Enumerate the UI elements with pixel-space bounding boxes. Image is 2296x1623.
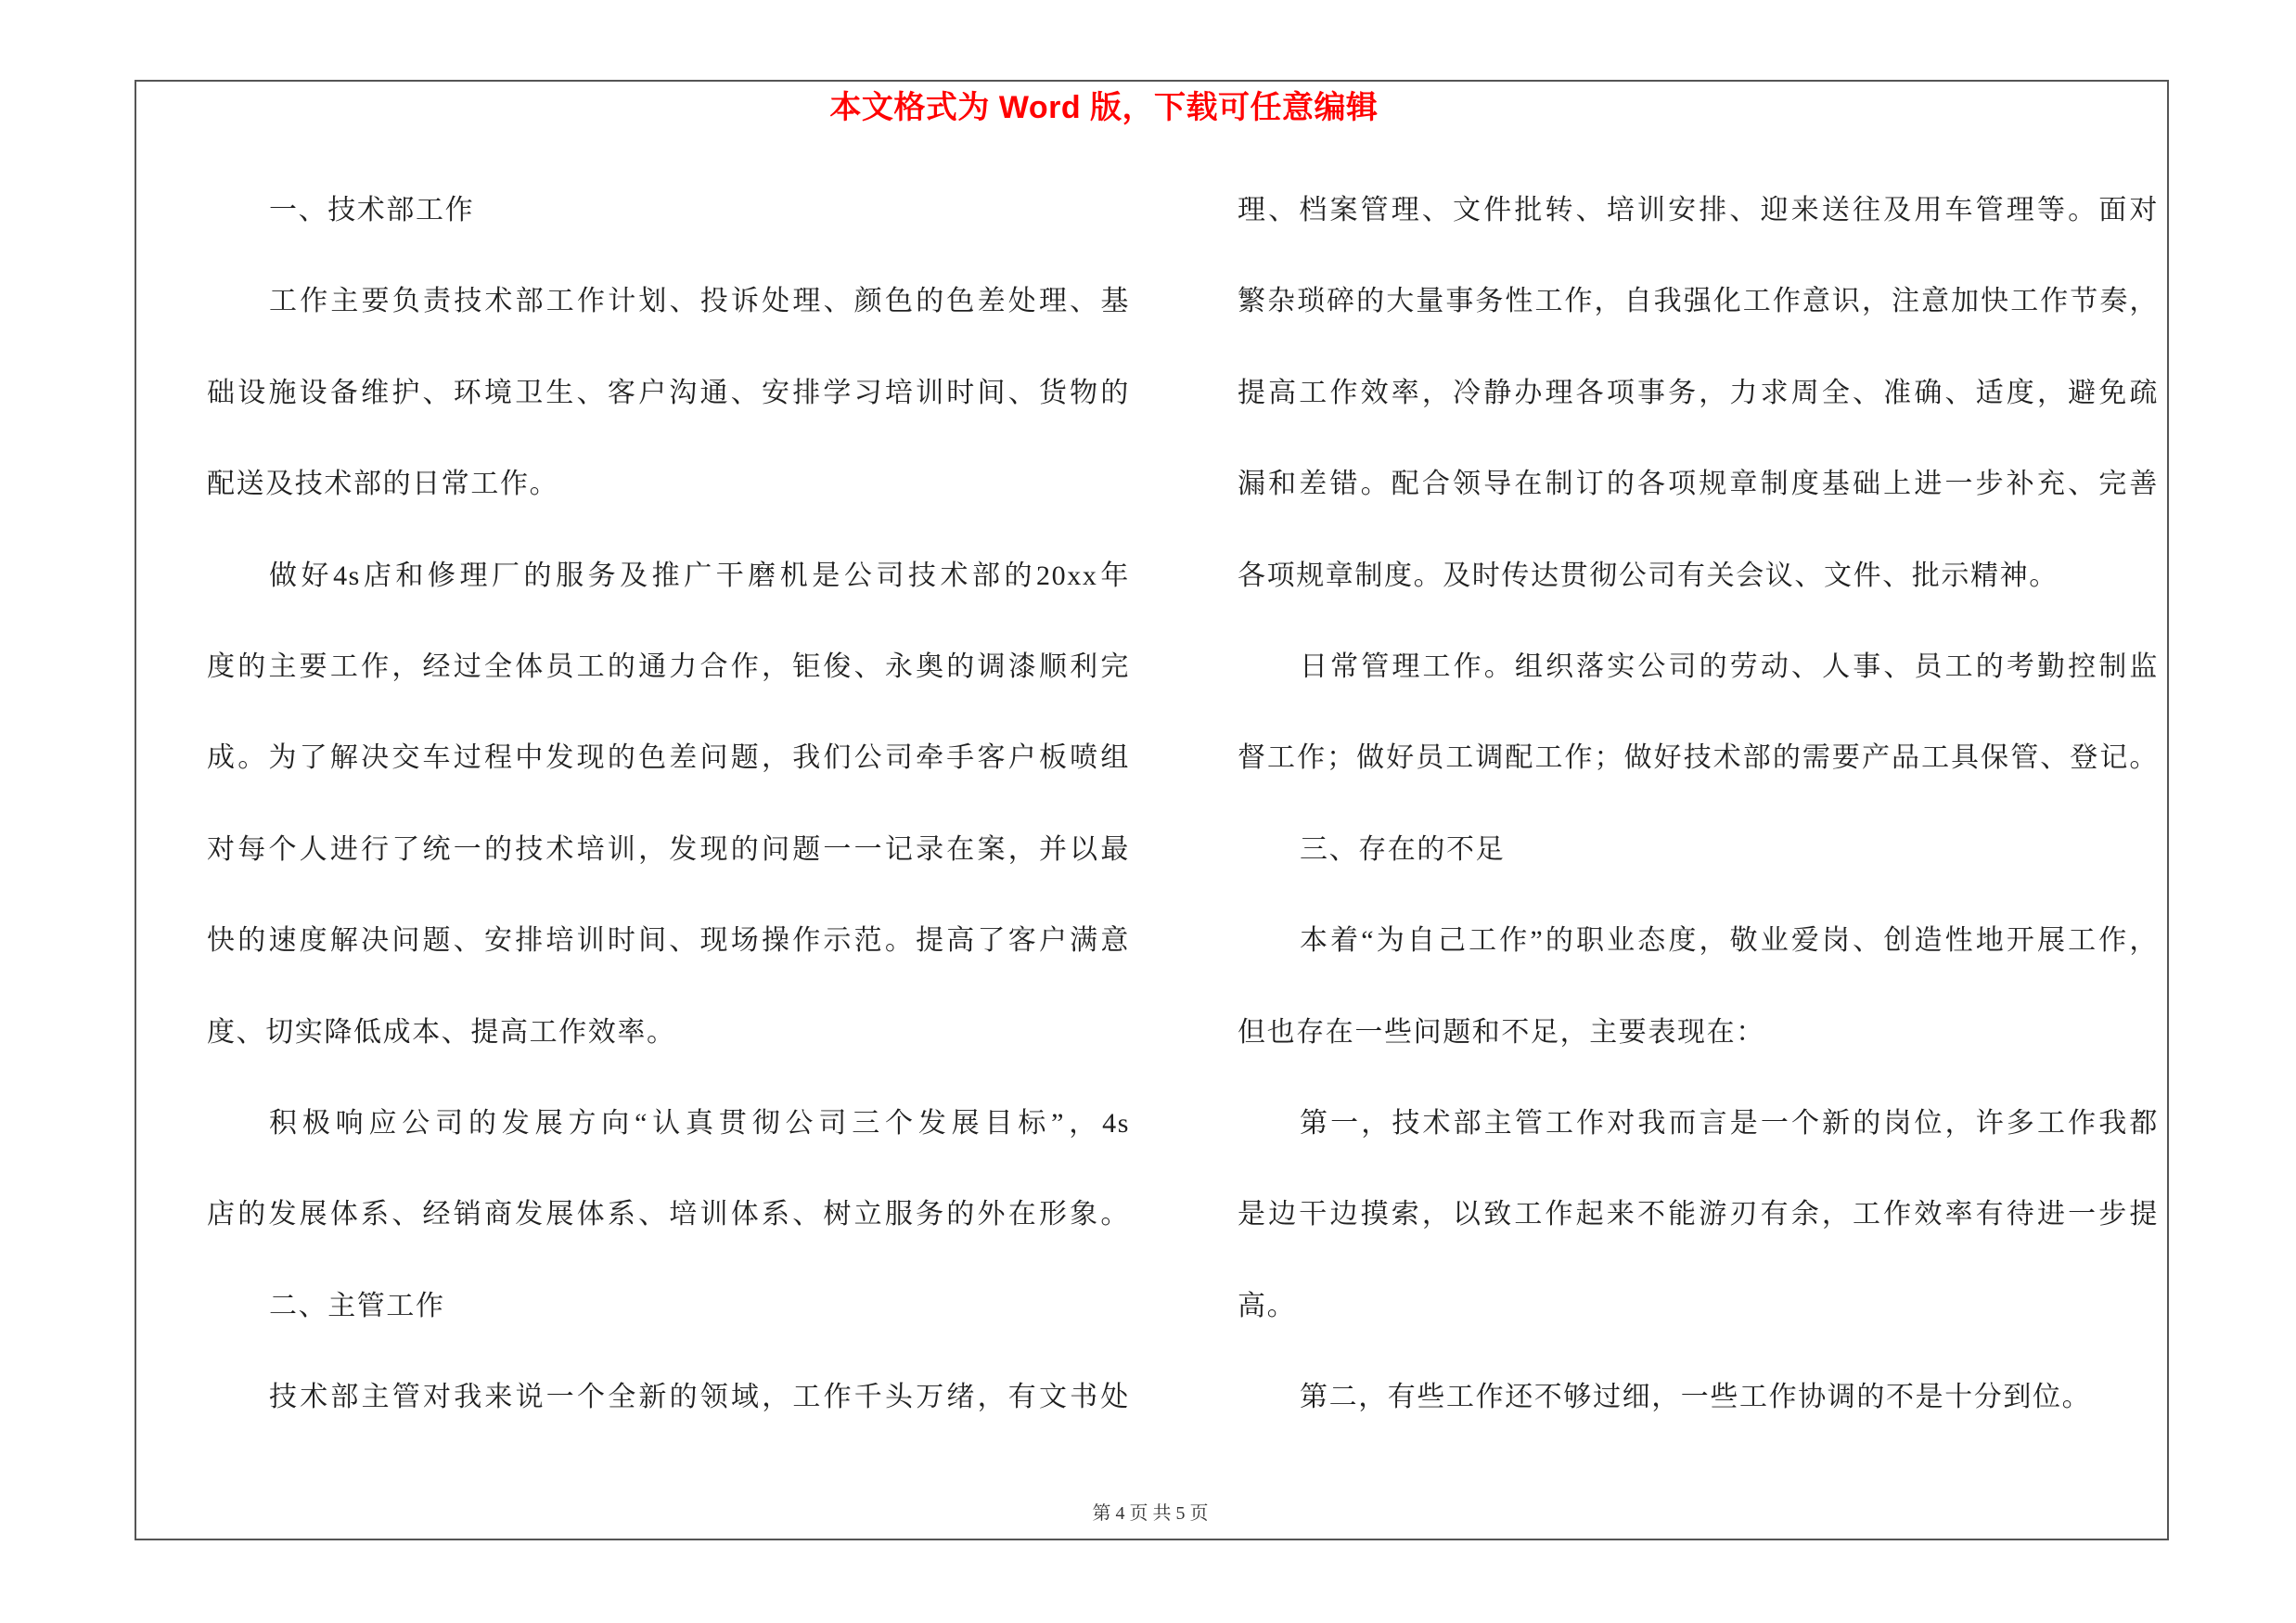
text-line: 础设施设备维护、环境卫生、客户沟通、安排学习培训时间、货物的 <box>207 377 1130 408</box>
text-line: 店的发展体系、经销商发展体系、培训体系、树立服务的外在形象。 <box>207 1199 1130 1230</box>
text-line: 第一，技术部主管工作对我而言是一个新的岗位，许多工作我都 <box>1300 1107 2159 1139</box>
text-line: 提高工作效率，冷静办理各项事务，力求周全、准确、适度，避免疏 <box>1238 377 2159 408</box>
text-line: 繁杂琐碎的大量事务性工作，自我强化工作意识，注意加快工作节奏， <box>1238 286 2159 317</box>
text-line: 高。 <box>1238 1290 1297 1321</box>
text-line: 快的速度解决问题、安排培训时间、现场操作示范。提高了客户满意 <box>207 925 1130 957</box>
section-heading: 三、存在的不足 <box>1300 833 1506 865</box>
text-line: 但也存在一些问题和不足，主要表现在： <box>1238 1016 1765 1048</box>
text-line: 配送及技术部的日常工作。 <box>207 469 559 500</box>
text-line: 是边干边摸索，以致工作起来不能游刃有余，工作效率有待进一步提 <box>1238 1199 2159 1230</box>
text-line: 漏和差错。配合领导在制订的各项规章制度基础上进一步补充、完善 <box>1238 469 2159 500</box>
text-line: 督工作；做好员工调配工作；做好技术部的需要产品工具保管、登记。 <box>1238 742 2159 774</box>
text-line: 工作主要负责技术部工作计划、投诉处理、颜色的色差处理、基 <box>269 286 1130 317</box>
text-line: 对每个人进行了统一的技术培训，发现的问题一一记录在案，并以最 <box>207 833 1130 865</box>
text-line: 成。为了解决交车过程中发现的色差问题，我们公司牵手客户板喷组 <box>207 742 1130 774</box>
text-line: 第二，有些工作还不够过细，一些工作协调的不是十分到位。 <box>1300 1382 2092 1413</box>
text-line: 本着“为自己工作”的职业态度，敬业爱岗、创造性地开展工作， <box>1300 925 2159 957</box>
text-line: 各项规章制度。及时传达贯彻公司有关会议、文件、批示精神。 <box>1238 560 2059 591</box>
document-header-banner: 本文格式为 Word 版，下载可任意编辑 <box>829 90 1379 125</box>
text-line: 日常管理工作。组织落实公司的劳动、人事、员工的考勤控制监 <box>1300 650 2159 682</box>
right-text-column <box>1238 165 2159 1443</box>
text-line: 度的主要工作，经过全体员工的通力合作，钜俊、永奥的调漆顺利完 <box>207 650 1130 682</box>
text-line: 做好4s店和修理厂的服务及推广干磨机是公司技术部的20xx年 <box>269 560 1130 591</box>
page-footer: 第 4 页 共 5 页 <box>1092 1503 1209 1524</box>
section-heading: 二、主管工作 <box>269 1290 445 1321</box>
text-line: 积极响应公司的发展方向“认真贯彻公司三个发展目标”，4s <box>269 1107 1130 1139</box>
text-line: 理、档案管理、文件批转、培训安排、迎来送往及用车管理等。面对 <box>1238 195 2159 225</box>
text-line: 技术部主管对我来说一个全新的领域，工作千头万绪，有文书处 <box>269 1382 1130 1413</box>
section-heading: 一、技术部工作 <box>269 195 475 225</box>
left-text-column <box>207 165 1130 1443</box>
text-line: 度、切实降低成本、提高工作效率。 <box>207 1016 676 1048</box>
